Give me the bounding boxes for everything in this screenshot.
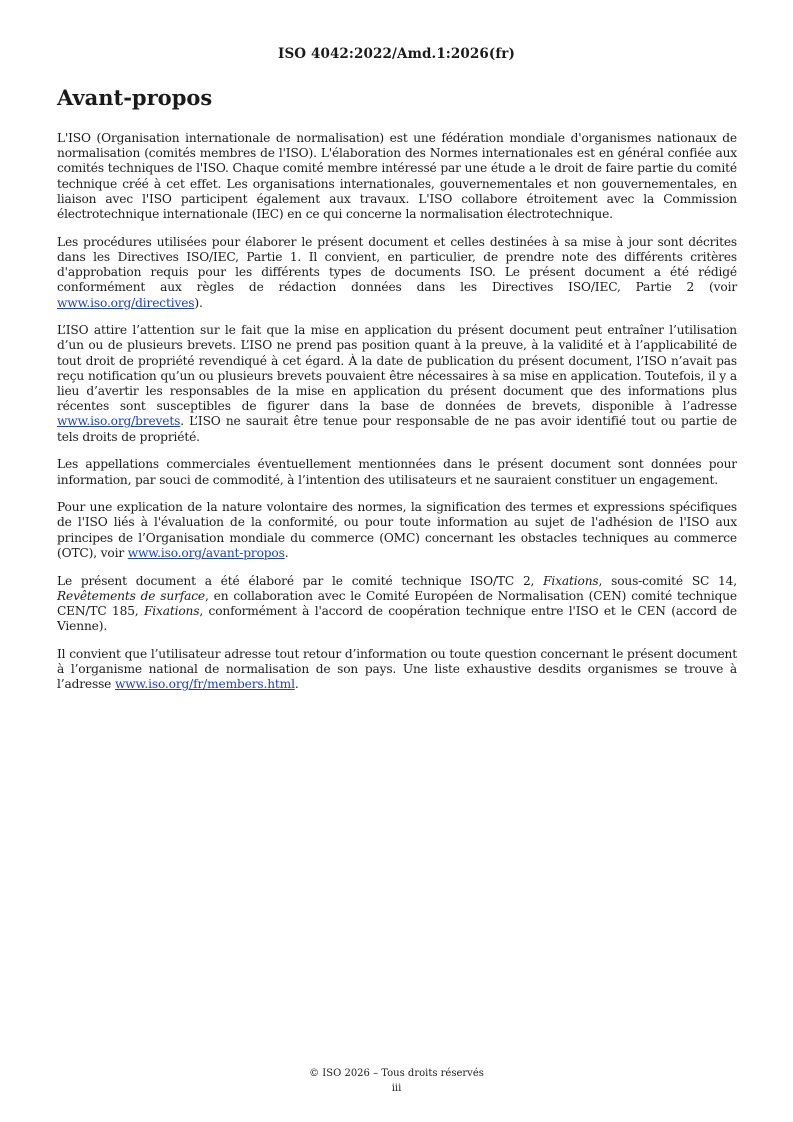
- paragraph-voluntary-text: Pour une explication de la nature volontaire des normes, la signification des termes et expressions spécifiques de l'ISO liés à l'évaluation de la conformité, ou pour toute information au sujet de l'adhésion de l'ISO aux principes de l’Organisation mondiale du commerce (OMC) concernant les obstacles techniques au commerce (OTC), voir: [57, 500, 737, 560]
- paragraph-iso-intro: L'ISO (Organisation internationale de normalisation) est une fédération mondiale d'organismes nationaux de normalisation (comités membres de l'ISO). L'élaboration des Normes internationales est en général confiée aux comités techniques de l'ISO. Chaque comité membre intéressé par une étude a le droit de faire partie du comité technique créé à cet effet. Les organisations internationales, gouvernementales et non gouvernementales, en liaison avec l'ISO participent également aux travaux. L'ISO collabore étroitement avec la Commission électrotechnique internationale (IEC) en ce qui concerne la normalisation électrotechnique.: [57, 131, 737, 222]
- foreword-link[interactable]: www.iso.org/avant-propos: [127, 545, 285, 560]
- committee-text-d: , conformément à l'accord de coopération technique entre l'ISO et le CEN (accord de Vienne).: [57, 603, 737, 634]
- paragraph-patents: [57, 323, 737, 445]
- paragraph-voluntary-nature: [57, 500, 737, 561]
- directives-link[interactable]: www.iso.org/directives: [57, 295, 195, 310]
- paragraph-procedures-end: ).: [194, 295, 203, 310]
- copyright-notice: © ISO 2026 – Tous droits réservés: [309, 1068, 484, 1079]
- subcommittee-surface-italic: Revêtements de surface: [57, 588, 205, 603]
- document-id-header: ISO 4042:2022/Amd.1:2026(fr): [278, 46, 515, 62]
- paragraph-procedures: [57, 235, 737, 311]
- paragraph-feedback: [57, 647, 737, 693]
- members-link[interactable]: www.iso.org/fr/members.html: [114, 677, 295, 692]
- cen-fixations-italic: Fixations: [143, 603, 200, 618]
- paragraph-committee: [57, 574, 737, 635]
- committee-text-c: , en collaboration avec le Comité Européen de Normalisation (CEN) comité technique CEN/TC 185,: [57, 588, 737, 618]
- paragraph-voluntary-end: .: [284, 545, 289, 560]
- page-footer: [0, 1066, 793, 1096]
- foreword-body: [57, 131, 737, 705]
- paragraph-procedures-text: Les procédures utilisées pour élaborer le présent document et celles destinées à sa mise à jour sont décrites dans les Directives ISO/IEC, Partie 1. Il convient, en particulier, de prendre note des différents critères d'approbation requis pour les différents types de documents ISO. Le présent document a été rédigé conformément aux règles de rédaction données dans les Directives ISO/IEC, Partie 2 (voir: [57, 234, 737, 295]
- paragraph-trade-names: Les appellations commerciales éventuellement mentionnées dans le présent document sont données pour information, par souci de commodité, à l’intention des utilisateurs et ne sauraient constituer un engagement.: [57, 457, 737, 487]
- paragraph-patents-text: L’ISO attire l’attention sur le fait que la mise en application du présent document peut entraîner l’utilisation d’un ou de plusieurs brevets. L’ISO ne prend pas position quant à la preuve, à la validité et à l’applicabilité de tout droit de propriété revendiqué à cet égard. À la date de publication du présent document, l’ISO n’avait pas reçu notification qu’un ou plusieurs brevets pouvaient être nécessaires à sa mise en application. Toutefois, il y a lieu d’avertir les responsables de la mise en application du présent document que des informations plus récentes sont susceptibles de figurer dans la base de données de brevets, disponible à l’adresse: [57, 323, 737, 414]
- committee-text-a: Le présent document a été élaboré par le comité technique ISO/TC 2,: [57, 573, 544, 588]
- committee-text-b: , sous-comité SC 14,: [598, 573, 737, 588]
- paragraph-feedback-text: Il convient que l’utilisateur adresse tout retour d’information ou toute question concernant le présent document à l’organisme national de normalisation de son pays. Une liste exhaustive desdits organismes se trouve à l’adresse: [57, 646, 737, 692]
- patents-link[interactable]: www.iso.org/brevets: [57, 414, 181, 429]
- page-title: Avant-propos: [57, 85, 213, 110]
- paragraph-feedback-end: .: [294, 677, 299, 692]
- paragraph-patents-end: . L’ISO ne saurait être tenue pour responsable de ne pas avoir identifié tout ou partie de tels droits de propriété.: [57, 414, 737, 444]
- page-number: iii: [391, 1083, 402, 1094]
- committee-fixations-italic: Fixations: [543, 573, 599, 588]
